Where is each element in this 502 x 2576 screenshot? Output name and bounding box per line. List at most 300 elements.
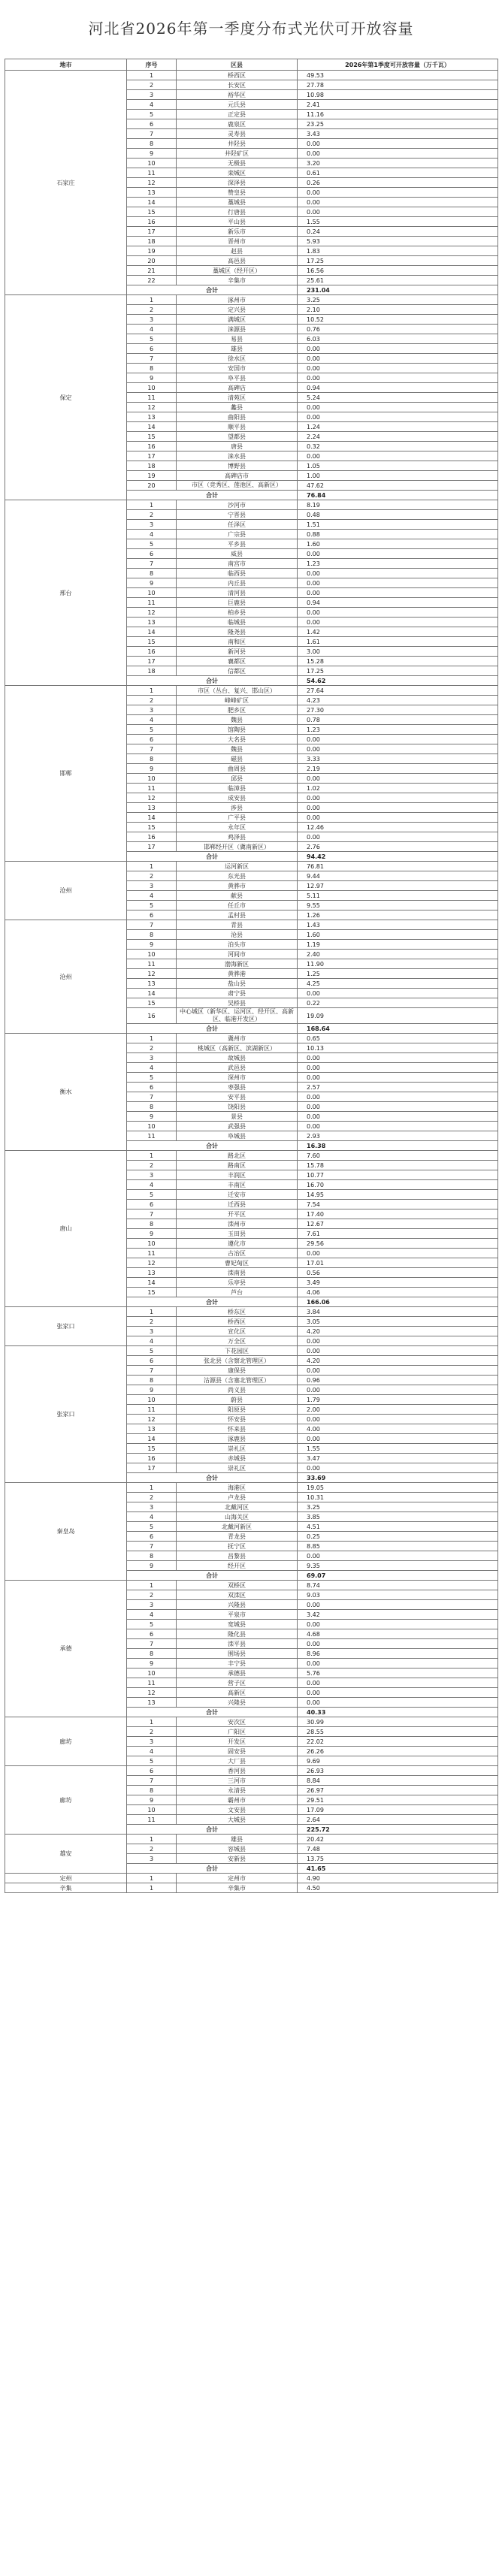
district-name: 曲周县 [177, 764, 298, 774]
capacity-value: 4.50 [298, 1883, 498, 1893]
row-index: 15 [127, 432, 177, 442]
capacity-value: 76.81 [298, 862, 498, 871]
city-cell: 衡水 [5, 1034, 127, 1151]
row-index: 11 [127, 598, 177, 608]
row-index: 9 [127, 764, 177, 774]
row-index: 6 [127, 344, 177, 354]
row-index: 13 [127, 618, 177, 627]
capacity-value: 0.00 [298, 1063, 498, 1073]
table-row [5, 1307, 498, 1317]
table-row [5, 1581, 498, 1590]
capacity-value: 0.48 [298, 510, 498, 520]
district-name: 肥乡区 [177, 705, 298, 715]
total-value: 54.62 [298, 676, 498, 686]
capacity-value: 0.00 [298, 744, 498, 754]
capacity-value: 0.00 [298, 803, 498, 813]
capacity-value: 2.10 [298, 305, 498, 315]
district-name: 经开区 [177, 1561, 298, 1571]
table-row [5, 1874, 498, 1883]
row-index: 9 [127, 373, 177, 383]
district-name: 信都区 [177, 666, 298, 676]
capacity-value: 3.25 [298, 1502, 498, 1512]
capacity-value: 0.00 [298, 412, 498, 422]
total-value: 225.72 [298, 1825, 498, 1835]
district-name: 运河新区 [177, 862, 298, 871]
city-cell: 沧州 [5, 920, 127, 1034]
district-name: 尚义县 [177, 1385, 298, 1395]
capacity-value: 7.60 [298, 1151, 498, 1161]
capacity-value: 0.00 [298, 1249, 498, 1258]
district-name: 宣化区 [177, 1327, 298, 1336]
district-name: 邯郸经开区（冀南新区） [177, 842, 298, 852]
district-name: 阳原县 [177, 1405, 298, 1415]
table-body [5, 71, 498, 1893]
capacity-value: 5.76 [298, 1669, 498, 1678]
district-name: 广平县 [177, 813, 298, 823]
row-index: 20 [127, 481, 177, 491]
capacity-value: 1.51 [298, 520, 498, 530]
row-index: 12 [127, 403, 177, 412]
row-index: 5 [127, 539, 177, 549]
district-name: 昌黎县 [177, 1551, 298, 1561]
district-name: 张北县（含察北管理区） [177, 1356, 298, 1366]
row-index: 9 [127, 1659, 177, 1669]
capacity-value: 1.02 [298, 784, 498, 793]
capacity-value: 0.00 [298, 344, 498, 354]
city-cell: 邯郸 [5, 686, 127, 862]
district-name: 高邑县 [177, 256, 298, 266]
capacity-value: 0.78 [298, 715, 498, 725]
district-name: 青县 [177, 920, 298, 930]
capacity-value: 0.00 [298, 1551, 498, 1561]
district-name: 沽源县（含塞北管理区） [177, 1376, 298, 1385]
capacity-value: 2.93 [298, 1131, 498, 1141]
city-cell: 廊坊 [5, 1717, 127, 1766]
capacity-value: 3.85 [298, 1512, 498, 1522]
district-name: 魏县 [177, 715, 298, 725]
capacity-value: 0.00 [298, 813, 498, 823]
capacity-value: 0.00 [298, 364, 498, 373]
capacity-value: 27.64 [298, 686, 498, 696]
row-index: 6 [127, 1200, 177, 1209]
capacity-value: 4.68 [298, 1629, 498, 1639]
row-index: 11 [127, 784, 177, 793]
capacity-value: 8.84 [298, 1776, 498, 1786]
row-index: 12 [127, 793, 177, 803]
district-name: 路北区 [177, 1151, 298, 1161]
table-row [5, 686, 498, 696]
capacity-value: 3.42 [298, 1610, 498, 1620]
capacity-value: 9.55 [298, 901, 498, 911]
capacity-value: 17.09 [298, 1805, 498, 1815]
capacity-value: 4.06 [298, 1288, 498, 1297]
row-index: 18 [127, 237, 177, 246]
capacity-value: 1.19 [298, 940, 498, 950]
district-name: 遵化市 [177, 1239, 298, 1249]
row-index: 13 [127, 412, 177, 422]
row-index: 11 [127, 1131, 177, 1141]
capacity-value: 1.43 [298, 920, 498, 930]
capacity-value: 10.77 [298, 1170, 498, 1180]
district-name: 安平县 [177, 1092, 298, 1102]
row-index: 2 [127, 1590, 177, 1600]
district-name: 涉县 [177, 803, 298, 813]
total-value: 40.33 [298, 1708, 498, 1717]
row-index: 1 [127, 862, 177, 871]
district-name: 滦平县 [177, 1639, 298, 1649]
district-name: 平乡县 [177, 539, 298, 549]
total-value: 33.69 [298, 1473, 498, 1483]
capacity-value: 28.55 [298, 1727, 498, 1737]
city-cell: 保定 [5, 295, 127, 500]
district-name: 高碑店市 [177, 471, 298, 481]
capacity-value: 3.20 [298, 159, 498, 168]
district-name: 沧县 [177, 930, 298, 940]
row-index: 12 [127, 969, 177, 979]
district-name: 涞源县 [177, 325, 298, 334]
district-name: 康保县 [177, 1366, 298, 1376]
district-name: 井陉矿区 [177, 149, 298, 159]
capacity-value: 26.26 [298, 1747, 498, 1756]
row-index: 10 [127, 1669, 177, 1678]
district-name: 雄县 [177, 1835, 298, 1844]
capacity-value: 4.23 [298, 696, 498, 705]
district-name: 迁安市 [177, 1190, 298, 1200]
capacity-value: 0.00 [298, 403, 498, 412]
row-index: 7 [127, 1366, 177, 1376]
row-index: 2 [127, 871, 177, 881]
district-name: 怀安县 [177, 1415, 298, 1424]
district-name: 肃宁县 [177, 989, 298, 998]
capacity-value: 1.23 [298, 559, 498, 569]
district-name: 永年区 [177, 823, 298, 832]
row-index: 13 [127, 1698, 177, 1708]
row-index: 3 [127, 1327, 177, 1336]
district-name: 盐山县 [177, 979, 298, 989]
capacity-value: 0.25 [298, 1532, 498, 1542]
total-value: 166.06 [298, 1297, 498, 1307]
row-index: 13 [127, 803, 177, 813]
district-name: 曲阳县 [177, 412, 298, 422]
district-name: 蠡县 [177, 403, 298, 412]
row-index: 7 [127, 129, 177, 139]
row-index: 14 [127, 989, 177, 998]
district-name: 海港区 [177, 1483, 298, 1493]
capacity-value: 10.98 [298, 90, 498, 100]
row-index: 4 [127, 1610, 177, 1620]
total-label: 合计 [127, 1024, 298, 1034]
district-name: 辛集市 [177, 1883, 298, 1893]
row-index: 17 [127, 842, 177, 852]
capacity-value: 49.53 [298, 71, 498, 80]
district-name: 开发区 [177, 1737, 298, 1747]
row-index: 11 [127, 1678, 177, 1688]
district-name: 滦州市 [177, 1219, 298, 1229]
capacity-value: 7.61 [298, 1229, 498, 1239]
capacity-value: 0.26 [298, 178, 498, 188]
capacity-value: 8.85 [298, 1542, 498, 1551]
row-index: 14 [127, 1278, 177, 1288]
district-name: 围场县 [177, 1649, 298, 1659]
capacity-value: 26.97 [298, 1786, 498, 1795]
total-label: 合计 [127, 1571, 298, 1581]
row-index: 8 [127, 569, 177, 578]
row-index: 8 [127, 1649, 177, 1659]
capacity-value: 12.97 [298, 881, 498, 891]
row-index: 15 [127, 1288, 177, 1297]
district-name: 霸州市 [177, 1795, 298, 1805]
district-name: 枣强县 [177, 1083, 298, 1092]
district-name: 大名县 [177, 735, 298, 744]
total-label: 合计 [127, 285, 298, 295]
district-name: 乐亭县 [177, 1278, 298, 1288]
district-name: 饶阳县 [177, 1102, 298, 1112]
row-index: 1 [127, 1483, 177, 1493]
row-index: 9 [127, 149, 177, 159]
row-index: 6 [127, 1083, 177, 1092]
capacity-value: 4.20 [298, 1356, 498, 1366]
row-index: 15 [127, 998, 177, 1008]
row-index: 11 [127, 168, 177, 178]
table-row [5, 1034, 498, 1043]
total-label: 合计 [127, 1473, 298, 1483]
capacity-value: 23.25 [298, 119, 498, 129]
district-name: 长安区 [177, 80, 298, 90]
total-label: 合计 [127, 1141, 298, 1151]
capacity-value: 0.00 [298, 774, 498, 784]
district-name: 安国市 [177, 364, 298, 373]
district-name: 抚宁区 [177, 1542, 298, 1551]
district-name: 赞皇县 [177, 188, 298, 198]
row-index: 22 [127, 276, 177, 285]
capacity-value: 29.56 [298, 1239, 498, 1249]
district-name: 深州市 [177, 1073, 298, 1083]
district-name: 大厂县 [177, 1756, 298, 1766]
district-name: 市区（竞秀区、莲池区、高新区） [177, 481, 298, 491]
row-index: 10 [127, 774, 177, 784]
row-index: 1 [127, 686, 177, 696]
capacity-value: 4.90 [298, 1874, 498, 1883]
row-index: 8 [127, 1551, 177, 1561]
capacity-value: 2.76 [298, 842, 498, 852]
district-name: 宽城县 [177, 1620, 298, 1629]
capacity-value: 0.76 [298, 325, 498, 334]
district-name: 新乐市 [177, 227, 298, 237]
row-index: 2 [127, 305, 177, 315]
capacity-value: 0.00 [298, 578, 498, 588]
capacity-value: 3.33 [298, 754, 498, 764]
district-name: 永清县 [177, 1786, 298, 1795]
row-index: 10 [127, 1395, 177, 1405]
capacity-value: 8.96 [298, 1649, 498, 1659]
table-row [5, 1346, 498, 1356]
row-index: 6 [127, 1532, 177, 1542]
capacity-value: 0.00 [298, 1102, 498, 1112]
capacity-value: 7.48 [298, 1844, 498, 1854]
row-index: 14 [127, 1434, 177, 1444]
row-index: 8 [127, 754, 177, 764]
capacity-value: 0.00 [298, 207, 498, 217]
district-name: 行唐县 [177, 207, 298, 217]
district-name: 宁晋县 [177, 510, 298, 520]
district-name: 固安县 [177, 1747, 298, 1756]
row-index: 12 [127, 178, 177, 188]
row-index: 4 [127, 1180, 177, 1190]
row-index: 18 [127, 461, 177, 471]
row-index: 9 [127, 578, 177, 588]
capacity-value: 0.00 [298, 1639, 498, 1649]
row-index: 18 [127, 666, 177, 676]
capacity-value: 10.31 [298, 1493, 498, 1502]
row-index: 8 [127, 1219, 177, 1229]
capacity-value: 4.25 [298, 979, 498, 989]
district-name: 双滦区 [177, 1590, 298, 1600]
row-index: 14 [127, 198, 177, 207]
district-name: 平泉市 [177, 1610, 298, 1620]
capacity-value: 1.60 [298, 930, 498, 940]
row-index: 11 [127, 1815, 177, 1825]
row-index: 7 [127, 744, 177, 754]
district-name: 涿鹿县 [177, 1434, 298, 1444]
row-index: 4 [127, 100, 177, 110]
capacity-value: 5.24 [298, 393, 498, 403]
capacity-value: 0.22 [298, 998, 498, 1008]
district-name: 晋州市 [177, 237, 298, 246]
capacity-value: 3.43 [298, 129, 498, 139]
row-index: 8 [127, 1376, 177, 1385]
capacity-value: 0.00 [298, 198, 498, 207]
capacity-value: 0.00 [298, 1434, 498, 1444]
district-name: 兴隆县 [177, 1600, 298, 1610]
row-index: 3 [127, 1170, 177, 1180]
row-index: 8 [127, 364, 177, 373]
capacity-value: 15.78 [298, 1161, 498, 1170]
district-name: 黄骅市 [177, 881, 298, 891]
row-index: 10 [127, 1122, 177, 1131]
row-index: 1 [127, 1151, 177, 1161]
district-name: 山海关区 [177, 1512, 298, 1522]
capacity-value: 2.40 [298, 950, 498, 959]
district-name: 南和区 [177, 637, 298, 647]
row-index: 2 [127, 1161, 177, 1170]
capacity-value: 0.00 [298, 588, 498, 598]
city-cell: 唐山 [5, 1151, 127, 1307]
row-index: 2 [127, 1844, 177, 1854]
row-index: 5 [127, 1190, 177, 1200]
district-name: 广阳区 [177, 1727, 298, 1737]
row-index: 16 [127, 442, 177, 451]
capacity-value: 0.00 [298, 1659, 498, 1669]
capacity-value: 16.70 [298, 1180, 498, 1190]
row-index: 4 [127, 530, 177, 539]
total-value: 168.64 [298, 1024, 498, 1034]
row-index: 9 [127, 1229, 177, 1239]
capacity-value: 5.93 [298, 237, 498, 246]
capacity-value: 2.19 [298, 764, 498, 774]
district-name: 赤城县 [177, 1454, 298, 1463]
row-index: 16 [127, 647, 177, 657]
capacity-value: 0.00 [298, 1415, 498, 1424]
table-row [5, 500, 498, 510]
district-name: 威县 [177, 549, 298, 559]
capacity-value: 0.00 [298, 1073, 498, 1083]
capacity-value: 0.00 [298, 1112, 498, 1122]
row-index: 8 [127, 139, 177, 149]
row-index: 20 [127, 256, 177, 266]
row-index: 17 [127, 227, 177, 237]
capacity-value: 1.42 [298, 627, 498, 637]
district-name: 满城区 [177, 315, 298, 325]
page-title: 河北省2026年第一季度分布式光伏可开放容量 [88, 20, 414, 38]
row-index: 2 [127, 1317, 177, 1327]
capacity-value: 11.16 [298, 110, 498, 119]
district-name: 崇礼区 [177, 1463, 298, 1473]
district-name: 隆化县 [177, 1629, 298, 1639]
row-index: 1 [127, 500, 177, 510]
row-index: 7 [127, 920, 177, 930]
capacity-value: 17.01 [298, 1258, 498, 1268]
district-name: 容城县 [177, 1844, 298, 1854]
city-cell: 张家口 [5, 1346, 127, 1483]
total-label: 合计 [127, 676, 298, 686]
capacity-value: 0.65 [298, 1034, 498, 1043]
row-index: 7 [127, 1542, 177, 1551]
capacity-value: 19.09 [298, 1008, 498, 1024]
capacity-value: 17.25 [298, 666, 498, 676]
capacity-value: 22.02 [298, 1737, 498, 1747]
row-index: 3 [127, 705, 177, 715]
capacity-value: 0.00 [298, 1698, 498, 1708]
district-name: 桥西区 [177, 71, 298, 80]
district-name: 崇礼区 [177, 1444, 298, 1454]
row-index: 6 [127, 1766, 177, 1776]
capacity-value: 47.62 [298, 481, 498, 491]
capacity-value: 25.61 [298, 276, 498, 285]
district-name: 市区（丛台、复兴、邯山区） [177, 686, 298, 696]
row-index: 1 [127, 1717, 177, 1727]
district-name: 桥东区 [177, 1307, 298, 1317]
capacity-value: 0.00 [298, 373, 498, 383]
row-index: 9 [127, 1112, 177, 1122]
row-index: 13 [127, 188, 177, 198]
district-name: 河间市 [177, 950, 298, 959]
total-label: 合计 [127, 1864, 298, 1874]
district-name: 藁城区（经开区） [177, 266, 298, 276]
row-index: 5 [127, 901, 177, 911]
capacity-value: 0.56 [298, 1268, 498, 1278]
district-name: 安新县 [177, 1854, 298, 1864]
total-label: 合计 [127, 852, 298, 862]
capacity-value: 8.74 [298, 1581, 498, 1590]
capacity-value: 4.51 [298, 1522, 498, 1532]
capacity-value: 1.61 [298, 637, 498, 647]
district-name: 丰润区 [177, 1170, 298, 1180]
row-index: 10 [127, 159, 177, 168]
capacity-value: 9.44 [298, 871, 498, 881]
district-name: 丰宁县 [177, 1659, 298, 1669]
row-index: 8 [127, 1102, 177, 1112]
capacity-value: 0.00 [298, 1336, 498, 1346]
district-name: 清苑区 [177, 393, 298, 403]
row-index: 11 [127, 1249, 177, 1258]
district-name: 北戴河区 [177, 1502, 298, 1512]
district-name: 定州市 [177, 1874, 298, 1883]
capacity-value: 16.56 [298, 266, 498, 276]
capacity-value: 1.00 [298, 471, 498, 481]
district-name: 南宫市 [177, 559, 298, 569]
district-name: 雄县 [177, 344, 298, 354]
table-row [5, 1483, 498, 1493]
